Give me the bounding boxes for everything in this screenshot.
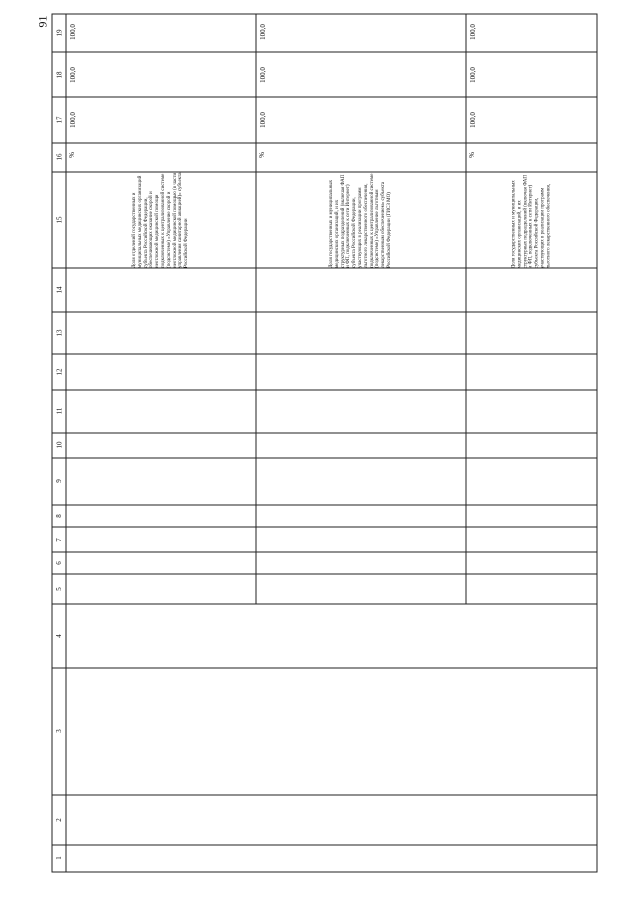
indicator-text: Доля отделений государственных и муниципальных медицинских организаций субъекта Российской Федерации, обеспечивающих оказание скорой и неотложной медицинской помощи подключенных к централизованной системе (подсистеме) «Управление скорой и неотложной медицинской помощью (в части управления санитарной авиацией)» субъекта Российской Федерации xyxy=(132,172,190,268)
value-cell-18: 100,0 xyxy=(469,67,477,83)
value-cell-18: 100,0 xyxy=(259,67,267,83)
col-number-5: 5 xyxy=(55,587,63,591)
value-cell-17: 100,0 xyxy=(69,112,77,128)
value-cell-19: 100,0 xyxy=(259,24,267,40)
indicator-text: Доля государственных и муниципальных медицинских организаций, и их структурных подразделений (включая ФАП и ФП, подключенных к сети Интернет) субъекта Российской Федерации, участвующих в реализации программ льготного лекарственного обеспечения, xyxy=(511,174,552,268)
col-number-1: 1 xyxy=(55,856,63,860)
col-number-6: 6 xyxy=(55,561,63,565)
col-number-9: 9 xyxy=(55,479,63,483)
page-number-text: 91 xyxy=(35,15,50,27)
col-number-18: 18 xyxy=(55,71,63,79)
col-number-12: 12 xyxy=(55,368,63,376)
col-number-14: 14 xyxy=(55,286,63,294)
col-number-10: 10 xyxy=(55,441,63,449)
indicator-text: Доля государственных и муниципальных медицинских организаций, и их структурных подразделений (включая ФАП и ФП, подключенных к сети Интернет) субъекта Российской Федерации, участвующих в реализации программ льготного лекарственного обеспечения, подключенных к централизованной системе (подсистеме) «Управление льготным лекарственным обеспечением» субъекта Российской Федерации (ГИСЗ МО) xyxy=(329,173,393,268)
col-number-7: 7 xyxy=(55,538,63,542)
col-number-15: 15 xyxy=(55,216,63,224)
table-row xyxy=(258,172,464,268)
col-number-17: 17 xyxy=(55,116,63,124)
table-row xyxy=(68,172,254,268)
value-cell-18: 100,0 xyxy=(69,67,77,83)
col-number-13: 13 xyxy=(55,329,63,337)
col-number-16: 16 xyxy=(55,153,63,161)
col-number-3: 3 xyxy=(55,729,63,733)
unit-cell: % xyxy=(468,152,476,158)
value-cell-17: 100,0 xyxy=(259,112,267,128)
unit-cell: % xyxy=(258,152,266,158)
col-number-19: 19 xyxy=(55,29,63,37)
col-number-2: 2 xyxy=(55,818,63,822)
unit-cell: % xyxy=(68,152,76,158)
col-number-8: 8 xyxy=(55,514,63,518)
value-cell-17: 100,0 xyxy=(469,112,477,128)
value-cell-19: 100,0 xyxy=(469,24,477,40)
col-number-4: 4 xyxy=(55,634,63,638)
value-cell-19: 100,0 xyxy=(69,24,77,40)
table-row xyxy=(468,172,596,268)
col-lines-sectioned xyxy=(52,52,597,574)
col-number-11: 11 xyxy=(55,407,63,415)
